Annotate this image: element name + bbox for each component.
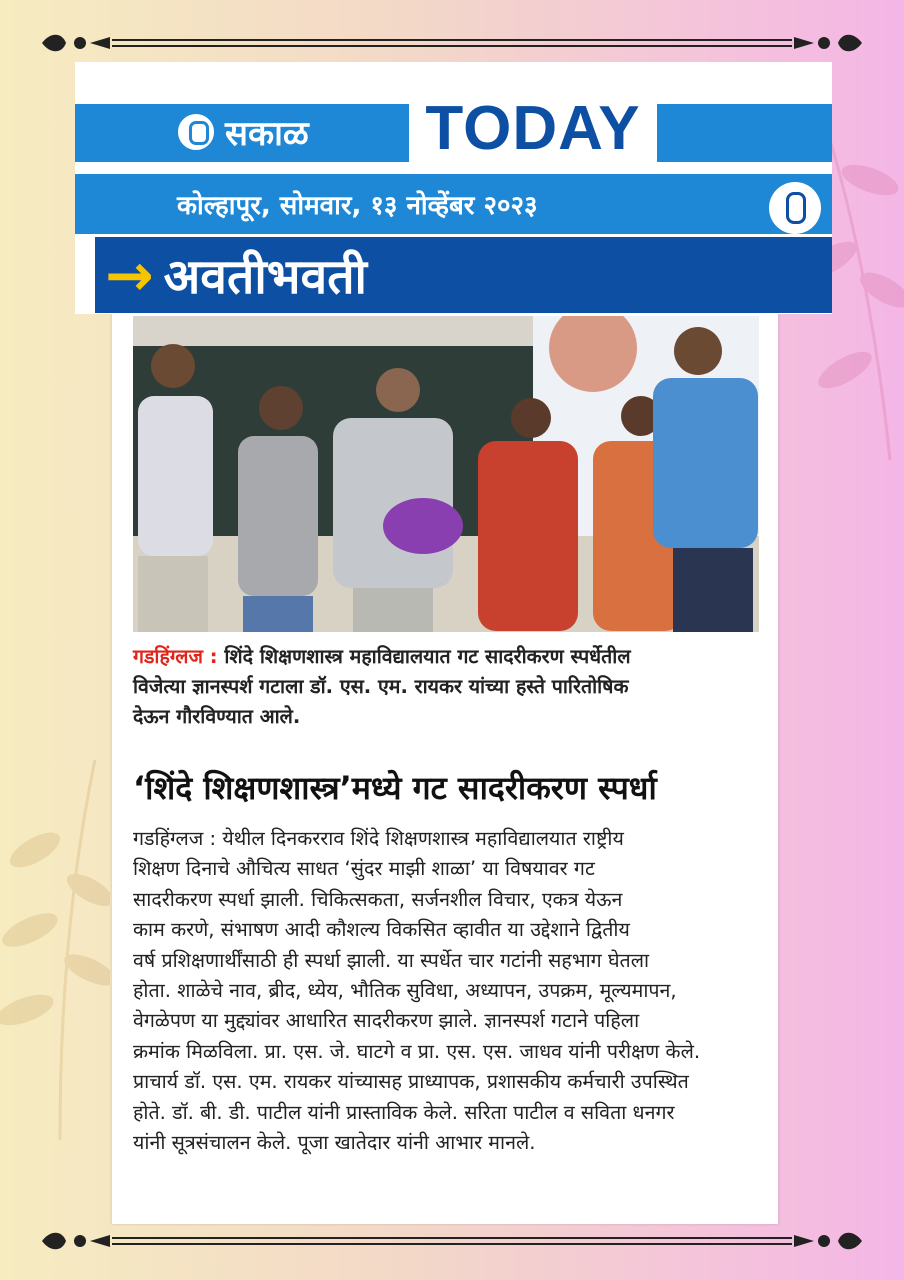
body-line: यांनी सूत्रसंचालन केले. पूजा खातेदार यांनी आभार मानले. [133,1131,536,1155]
sakal-logo-icon [175,111,217,153]
edition-box [409,92,657,164]
brand-logo [175,106,395,158]
edition-title: TODAY [425,93,641,163]
article-headline: ‘शिंदे शिक्षणशास्त्र’मध्ये गट सादरीकरण स्पर्धा [133,769,657,807]
section-title: अवतीभवती [163,248,367,305]
ornament-border-icon [40,1228,864,1254]
body-line: होता. शाळेचे नाव, ब्रीद, ध्येय, भौतिक सुविधा, अध्यापन, उपक्रम, मूल्यमापन, [133,979,677,1003]
ornament-border-icon [40,30,864,56]
body-line: होते. डॉ. बी. डी. पाटील यांनी प्रास्ताविक केले. सरिता पाटील व सविता धनगर [133,1100,675,1124]
body-line: क्रमांक मिळविला. प्रा. एस. जे. घाटगे व प्रा. एस. एस. जाधव यांनी परीक्षण केले. [133,1039,701,1063]
caption-place: गडहिंग्लज : [133,645,218,668]
body-line: प्राचार्य डॉ. एस. एम. रायकर यांच्यासह प्राध्यापक, प्रशासकीय कर्मचारी उपस्थित [133,1070,689,1094]
section-banner [95,237,832,313]
article-body [133,824,763,1158]
body-line: वर्ष प्रशिक्षणार्थींसाठी ही स्पर्धा झाली. या स्पर्धेत चार गटांनी सहभाग घेतला [133,948,650,972]
event-photo [133,316,759,632]
body-line: काम करणे, संभाषण आदी कौशल्य विकसित व्हावीत या उद्देशाने द्वितीय [133,918,630,942]
body-line: सादरीकरण स्पर्धा झाली. चिकित्सकता, सर्जनशील विचार, एकत्र येऊन [133,887,623,911]
photo-caption [133,642,763,732]
sakal-emblem-icon [769,182,821,234]
masthead [75,62,832,314]
dateline: कोल्हापूर, सोमवार, १३ नोव्हेंबर २०२३ [177,191,538,221]
leaf-decoration-icon [0,760,110,1140]
band-gap [75,162,832,174]
caption-line [133,642,763,672]
brand-name: सकाळ [225,114,309,154]
body-line: वेगळेपण या मुद्द्यांवर आधारित सादरीकरण झाले. ज्ञानस्पर्श गटाने पहिला [133,1009,640,1033]
caption-line-1: शिंदे शिक्षणशास्त्र महाविद्यालयात गट सादरीकरण स्पर्धेतील [224,645,631,668]
caption-line-2: विजेत्या ज्ञानस्पर्श गटाला डॉ. एस. एम. रायकर यांच्या हस्ते पारितोषिक [133,675,629,698]
body-line: शिक्षण दिनाचे औचित्य साधत ‘सुंदर माझी शाळा’ या विषयावर गट [133,857,595,881]
body-line: गडहिंग्लज : येथील दिनकरराव शिंदे शिक्षणशास्त्र महाविद्यालयात राष्ट्रीय [133,827,624,850]
caption-line-3: देऊन गौरविण्यात आले. [133,705,301,728]
arrow-right-icon: → [105,241,154,309]
